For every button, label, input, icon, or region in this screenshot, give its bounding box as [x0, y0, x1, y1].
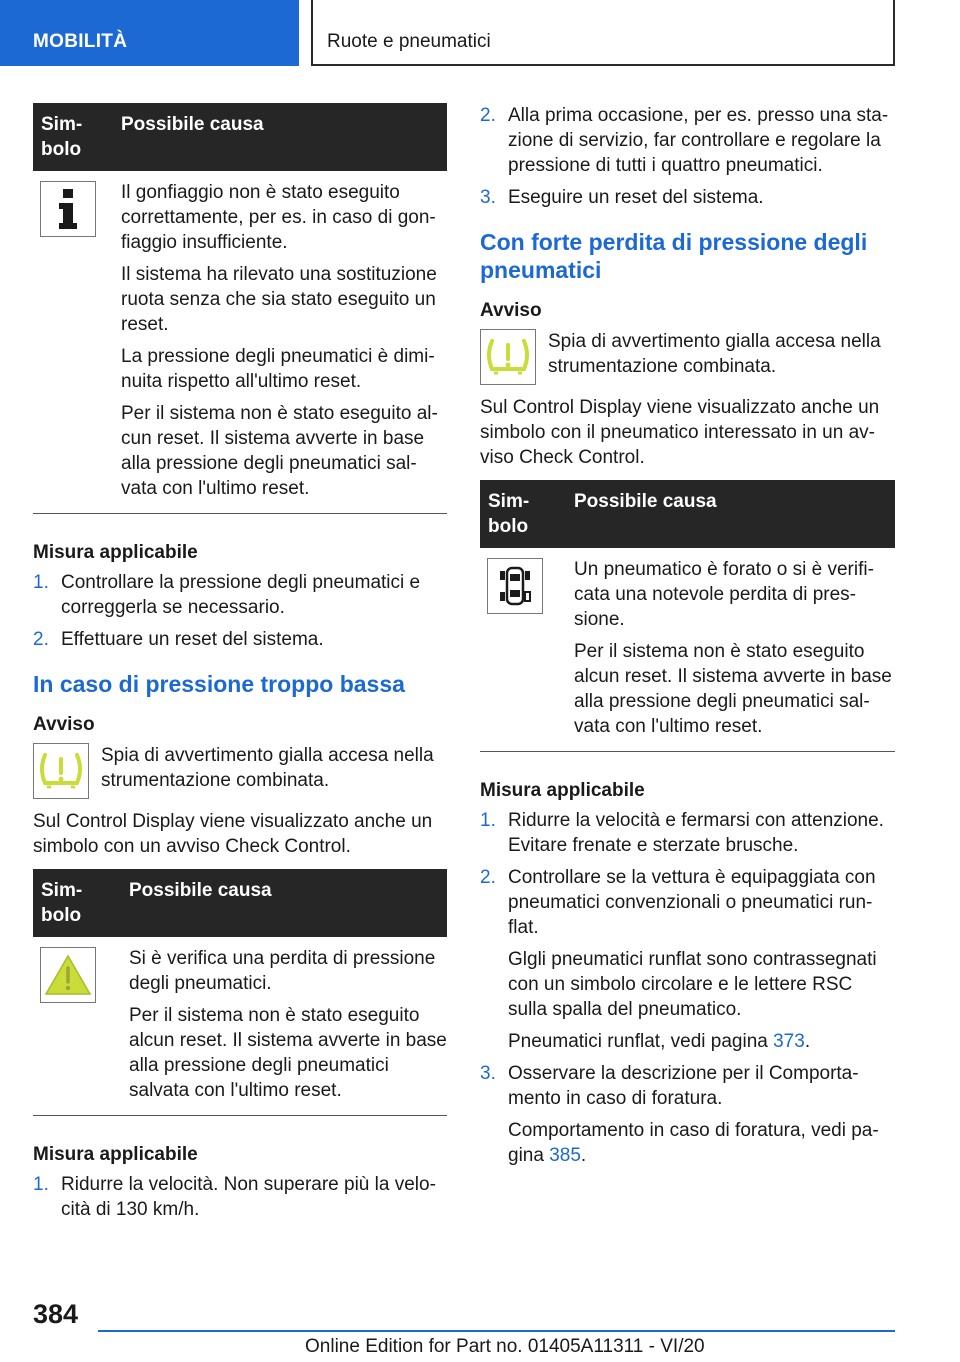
page-number: 384 — [33, 1299, 79, 1329]
step-text: Alla prima occasione, per es. presso una sta-zione di servizio, far controllare e regolare la pressione di tutti i quattro pneumatici. — [508, 105, 889, 176]
list-item — [33, 1172, 447, 1222]
step-number: 2. — [33, 629, 49, 650]
symbol-table-3 — [480, 480, 895, 752]
symbol-table-1 — [33, 103, 447, 514]
cause-text: Per il sistema non è stato eseguito al-cun reset. Il sistema avverte in base alla pressione degli pneumatici sal-vata con l'ultimo reset. — [121, 403, 438, 499]
reference-text: Comportamento in caso di foratura, vedi pa-gina — [508, 1120, 879, 1166]
col-cause-header: Possibile causa — [566, 480, 895, 548]
left-column — [33, 103, 447, 1229]
reference-end: . — [580, 1145, 587, 1166]
step-text: Effettuare un reset del sistema. — [61, 629, 324, 650]
symbol-cell — [33, 937, 121, 1116]
step-number: 1. — [33, 1174, 49, 1195]
step-number: 2. — [480, 105, 496, 126]
col-symbol-header: Sim- bolo — [480, 480, 566, 548]
table-header-row — [33, 869, 447, 937]
header-title-box — [311, 0, 895, 66]
step-text: Osservare la descrizione per il Comporta-mento in caso di foratura. — [508, 1063, 859, 1109]
cause-text: Un pneumatico è forato o si è verifi-cata una notevole perdita di pres-sione. — [574, 559, 874, 630]
cause-text: Per il sistema non è stato eseguito alcun reset. Il sistema avverte in base alla pressione degli pneumatici sal-vata con l'ultimo reset. — [574, 641, 892, 737]
col-symbol-header: Sim- bolo — [33, 869, 121, 937]
step-text: Controllare la pressione degli pneumatici e correggerla se necessario. — [61, 572, 421, 618]
avviso-heading: Avviso — [480, 300, 542, 321]
warning-row — [33, 743, 447, 799]
page-link[interactable]: 373 — [773, 1031, 805, 1052]
header-title: Ruote e pneumatici — [327, 31, 491, 52]
cause-cell — [115, 171, 447, 514]
section-title: In caso di pressione troppo bassa — [33, 671, 405, 697]
list-item — [480, 808, 895, 858]
step-reference — [508, 1118, 895, 1168]
step-number: 1. — [480, 810, 496, 831]
cause-text: Il gonfiaggio non è stato eseguito correttamente, per es. in caso di gon-fiaggio insufficiente. — [121, 182, 436, 253]
col-cause-header: Possibile causa — [121, 869, 447, 937]
step-text: Controllare se la vettura è equipaggiata con pneumatici convenzionali o pneumatici run-flat. — [508, 867, 876, 938]
step-note: Glgli pneumatici runflat sono contrassegnati con un simbolo circolare e le lettere RSC sulla spalla del pneumatico. — [508, 949, 877, 1020]
measure-steps-continued — [480, 103, 895, 210]
reference-end: . — [804, 1031, 811, 1052]
control-display-text: Sul Control Display viene visualizzato anche un simbolo con il pneumatico interessato in un av-viso Check Control. — [480, 397, 880, 468]
info-icon — [40, 181, 96, 237]
step-text: Eseguire un reset del sistema. — [508, 187, 764, 208]
warning-text: Spia di avvertimento gialla accesa nella strumentazione combinata. — [548, 331, 881, 377]
right-column — [480, 103, 895, 1175]
cause-text: Si è verifica una perdita di pressione degli pneumatici. — [129, 948, 436, 994]
col-symbol-header: Sim- bolo — [33, 103, 115, 171]
control-display-text: Sul Control Display viene visualizzato anche un simbolo con un avviso Check Control. — [33, 811, 433, 857]
tire-pressure-warning-icon — [33, 743, 89, 799]
table-header-row — [33, 103, 447, 171]
table-row — [480, 548, 895, 752]
step-number: 2. — [480, 867, 496, 888]
cause-cell — [121, 937, 447, 1116]
footer-divider — [98, 1330, 895, 1332]
measure-heading: Misura applicabile — [33, 542, 198, 563]
cause-cell — [566, 548, 895, 752]
list-item — [480, 103, 895, 178]
warning-text: Spia di avvertimento gialla accesa nella strumentazione combinata. — [101, 745, 434, 791]
step-text: Ridurre la velocità e fermarsi con attenzione. Evitare frenate e sterzate brusche. — [508, 810, 884, 856]
footer-edition: Online Edition for Part no. 01405A11311 - VI/20 — [305, 1336, 705, 1357]
measure-heading: Misura applicabile — [33, 1144, 198, 1165]
symbol-cell — [480, 548, 566, 752]
list-item — [33, 570, 447, 620]
page-link[interactable]: 385 — [549, 1145, 581, 1166]
cause-text: La pressione degli pneumatici è dimi-nuita rispetto all'ultimo reset. — [121, 346, 435, 392]
warning-row — [480, 329, 895, 385]
avviso-heading: Avviso — [33, 714, 95, 735]
list-item — [480, 1061, 895, 1168]
warning-triangle-icon — [40, 947, 96, 1003]
list-item — [480, 185, 895, 210]
cause-text: Per il sistema non è stato eseguito alcun reset. Il sistema avverte in base alla pressione degli pneumatici salvata con l'ultimo reset. — [129, 1005, 447, 1101]
step-text: Ridurre la velocità. Non superare più la velo-cità di 130 km/h. — [61, 1174, 436, 1220]
tire-pressure-warning-icon — [480, 329, 536, 385]
table-row — [33, 171, 447, 514]
measure-steps — [33, 1172, 447, 1222]
step-number: 3. — [480, 1063, 496, 1084]
measure-heading: Misura applicabile — [480, 780, 645, 801]
reference-text: Pneumatici runflat, vedi pagina — [508, 1031, 774, 1052]
step-number: 3. — [480, 187, 496, 208]
list-item — [480, 865, 895, 1054]
symbol-cell — [33, 171, 115, 514]
symbol-table-2 — [33, 869, 447, 1116]
table-row — [33, 937, 447, 1116]
step-number: 1. — [33, 572, 49, 593]
header-section-label: MOBILITÀ — [33, 31, 128, 52]
col-cause-header: Possibile causa — [115, 103, 447, 171]
car-tire-icon — [487, 558, 543, 614]
measure-steps — [480, 808, 895, 1168]
table-header-row — [480, 480, 895, 548]
section-title: Con forte perdita di pressione degli pneumatici — [480, 229, 868, 283]
measure-steps — [33, 570, 447, 652]
header-section-tab — [0, 0, 299, 66]
step-reference — [508, 1029, 895, 1054]
list-item — [33, 627, 447, 652]
cause-text: Il sistema ha rilevato una sostituzione ruota senza che sia stato eseguito un reset. — [121, 264, 437, 335]
